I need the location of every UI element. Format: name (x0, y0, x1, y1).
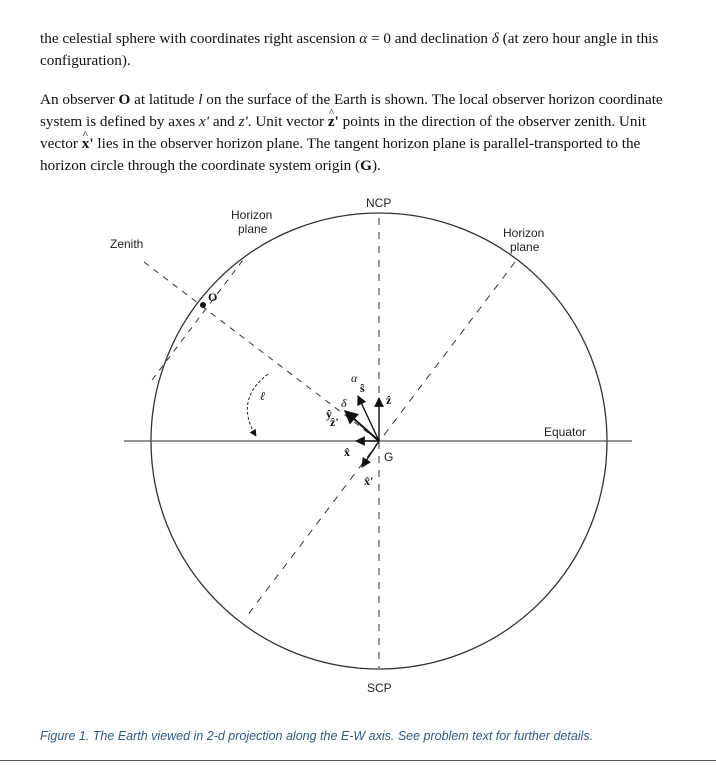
z-hat-label: ẑ (386, 393, 392, 407)
p1-text-b: = 0 and declination (367, 30, 492, 47)
delta-angle-label: δ (341, 396, 347, 410)
alpha-angle-label: α (351, 371, 358, 385)
observer-symbol: O (118, 91, 131, 108)
x-hat-prime-mark: ' (89, 135, 94, 152)
s-hat-label: ŝ (360, 381, 365, 395)
p2-text-e: . Unit vector (247, 113, 328, 130)
x-hat-label: x̂ (344, 445, 350, 459)
latitude-angle-arc (247, 374, 268, 436)
horizon-plane-tangent-line (152, 256, 246, 380)
z-prime-axis: z' (238, 113, 248, 130)
zenith-label: Zenith (110, 237, 144, 251)
equator-label: Equator (544, 425, 587, 439)
horizon-plane-left-label-line2: plane (238, 222, 268, 236)
p2-text-f: points in the direction of the observer zenith. Unit vector (40, 113, 646, 152)
p2-text-h: ). (371, 157, 381, 174)
x-prime-axis: x' (199, 113, 210, 130)
latitude-symbol-label: ℓ (260, 389, 265, 403)
x-hat-prime-label: x̂' (364, 474, 374, 488)
p2-text-a: An observer (40, 91, 119, 108)
origin-symbol: G (360, 157, 372, 174)
p2-text-d: and (209, 113, 239, 130)
scp-label: SCP (367, 681, 392, 695)
observer-label: O (208, 290, 218, 304)
alpha-symbol: α (359, 30, 368, 47)
x-hat-symbol: ^ x (82, 133, 90, 155)
z-hat-symbol: ^ z (328, 111, 335, 133)
p1-text-a: the celestial sphere with coordinates right ascension (40, 30, 360, 47)
s-hat-vector (358, 396, 379, 441)
horizon-plane-through-origin (247, 262, 515, 616)
horizon-plane-left-label-line1: Horizon (231, 208, 273, 222)
origin-label: G (384, 450, 394, 464)
horizon-plane-right-label-line2: plane (510, 240, 540, 254)
horizon-plane-right-label-line1: Horizon (503, 226, 545, 240)
latitude-symbol: l (198, 91, 203, 108)
x-hat-prime-vector (362, 441, 379, 467)
z-hat-prime-vector (345, 411, 379, 441)
figure-caption: Figure 1. The Earth viewed in 2-d projection along the E-W axis. See problem text for further details. (40, 729, 594, 743)
p2-text-c: on the surface of the Earth is shown. The local observer horizon coordinate system is defined by axes (40, 91, 663, 130)
z-hat-prime-label: ẑ' (330, 415, 339, 429)
p2-text-g: lies in the observer horizon plane. The tangent horizon plane is parallel-transported to the horizon circle through the coordinate system origin ( (40, 135, 641, 174)
observer-point (200, 302, 206, 308)
ncp-label: NCP (366, 196, 392, 210)
z-hat-prime-mark: ' (334, 113, 339, 130)
delta-symbol: δ (491, 30, 499, 47)
zenith-line (144, 262, 379, 441)
p2-text-b: at latitude (130, 91, 199, 108)
y-hat-label: ŷ (326, 407, 332, 421)
p1-text-c: (at zero hour angle in this configuration). (40, 30, 659, 69)
page-divider (0, 760, 716, 761)
